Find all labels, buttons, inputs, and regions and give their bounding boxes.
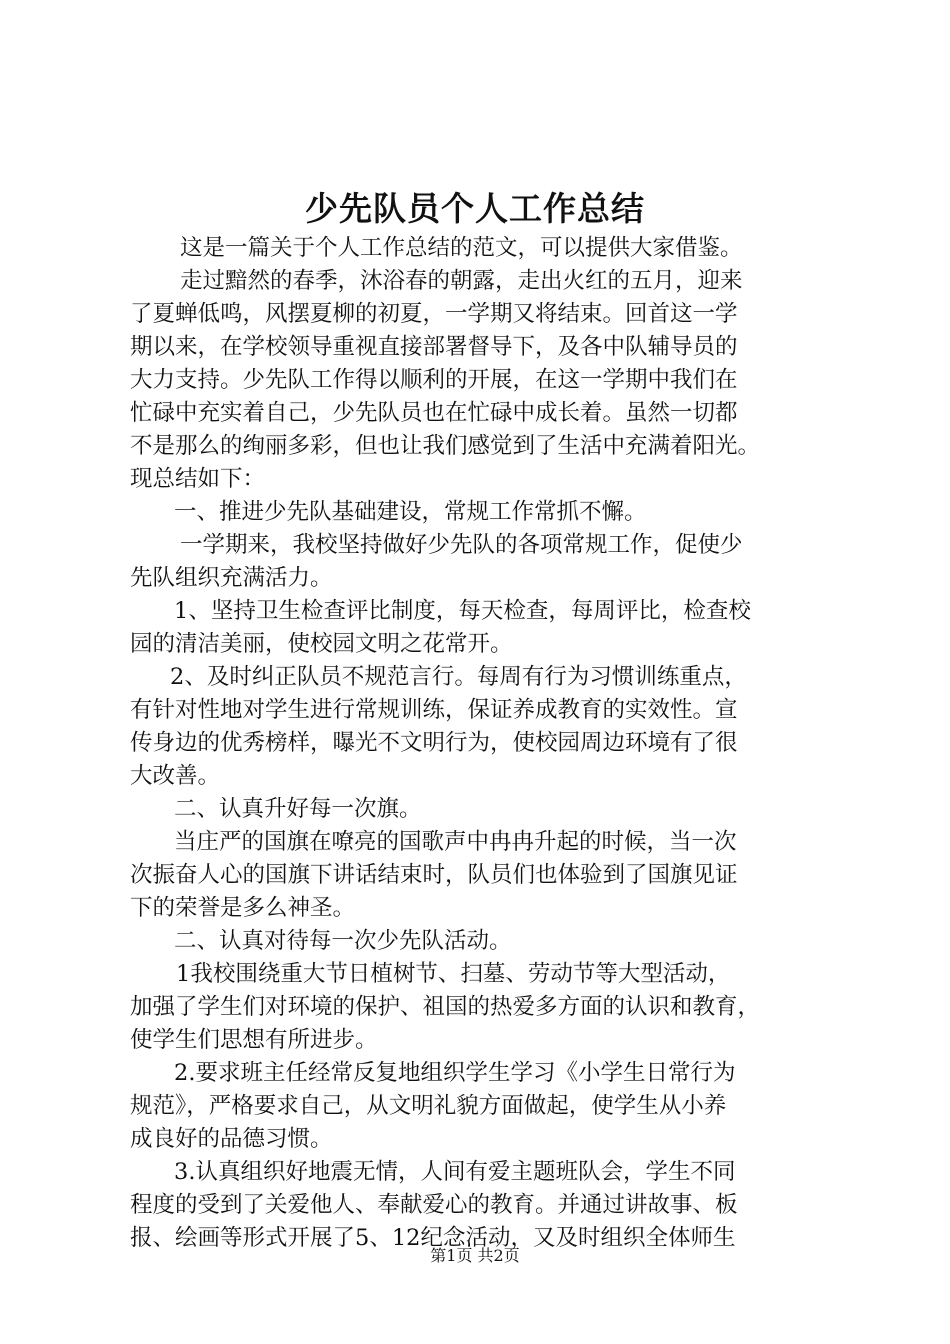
paragraph-line: 使学生们思想有所进步。 (130, 1027, 378, 1053)
paragraph-line: 有针对性地对学生进行常规训练，保证养成教育的实效性。宣 (130, 697, 738, 723)
intro-line: 这是一篇关于个人工作总结的范文，可以提供大家借鉴。 (180, 235, 743, 261)
section-heading: 二、认真对待每一次少先队活动。 (174, 928, 512, 954)
paragraph-line: 3.认真组织好地震无情，人间有爱主题班队会，学生不同 (174, 1159, 736, 1185)
paragraph-line: 期以来，在学校领导重视直接部署督导下，及各中队辅导员的 (130, 334, 738, 360)
paragraph-line: 规范》，严格要求自己，从文明礼貌方面做起，使学生从小养 (130, 1093, 727, 1119)
paragraph-line: 2、及时纠正队员不规范言行。每周有行为习惯训练重点， (170, 664, 747, 690)
paragraph-line: 成良好的品德习惯。 (130, 1126, 333, 1152)
document-title: 少先队员个人工作总结 (305, 189, 645, 228)
paragraph-line: 传身边的优秀榜样，曝光不文明行为，使校园周边环境有了很 (130, 730, 738, 756)
paragraph-line: 1、坚持卫生检查评比制度，每天检查，每周评比，检查校 (174, 598, 751, 624)
paragraph-line: 当庄严的国旗在嘹亮的国歌声中冉冉升起的时候，当一次 (174, 829, 737, 855)
paragraph-line: 1我校围绕重大节日植树节、扫墓、劳动节等大型活动， (176, 961, 731, 987)
paragraph-line: 现总结如下： (130, 466, 266, 492)
paragraph-line: 忙碌中充实着自己，少先队员也在忙碌中成长着。虽然一切都 (130, 400, 738, 426)
paragraph-line: 大改善。 (130, 763, 221, 789)
section-heading: 二、认真升好每一次旗。 (174, 796, 422, 822)
paragraph-line: 一学期来，我校坚持做好少先队的各项常规工作，促使少 (180, 532, 743, 558)
paragraph-line: 不是那么的绚丽多彩，但也让我们感觉到了生活中充满着阳光。 (130, 433, 761, 459)
paragraph-line: 程度的受到了关爱他人、奉献爱心的教育。并通过讲故事、板 (130, 1192, 738, 1218)
page-number-footer: 第1页 共2页 (430, 1246, 520, 1265)
paragraph-line: 大力支持。少先队工作得以顺利的开展，在这一学期中我们在 (130, 367, 738, 393)
paragraph-line: 加强了学生们对环境的保护、祖国的热爱多方面的认识和教育， (130, 994, 761, 1020)
document-body (130, 232, 830, 1255)
paragraph-line: 2.要求班主任经常反复地组织学生学习《小学生日常行为 (174, 1060, 736, 1086)
section-heading: 一、推进少先队基础建设，常规工作常抓不懈。 (174, 499, 647, 525)
paragraph-line: 报、绘画等形式开展了5、12纪念活动，又及时组织全体师生 (130, 1225, 736, 1251)
paragraph-line: 园的清洁美丽，使校园文明之花常开。 (130, 631, 513, 657)
paragraph-line: 走过黯然的春季，沐浴春的朝露，走出火红的五月，迎来 (180, 268, 743, 294)
paragraph-line: 了夏蝉低鸣，风摆夏柳的初夏，一学期又将结束。回首这一学 (130, 301, 738, 327)
paragraph-line: 下的荣誉是多么神圣。 (130, 895, 356, 921)
paragraph-line: 次振奋人心的国旗下讲话结束时，队员们也体验到了国旗见证 (130, 862, 738, 888)
paragraph-line: 先队组织充满活力。 (130, 565, 333, 591)
